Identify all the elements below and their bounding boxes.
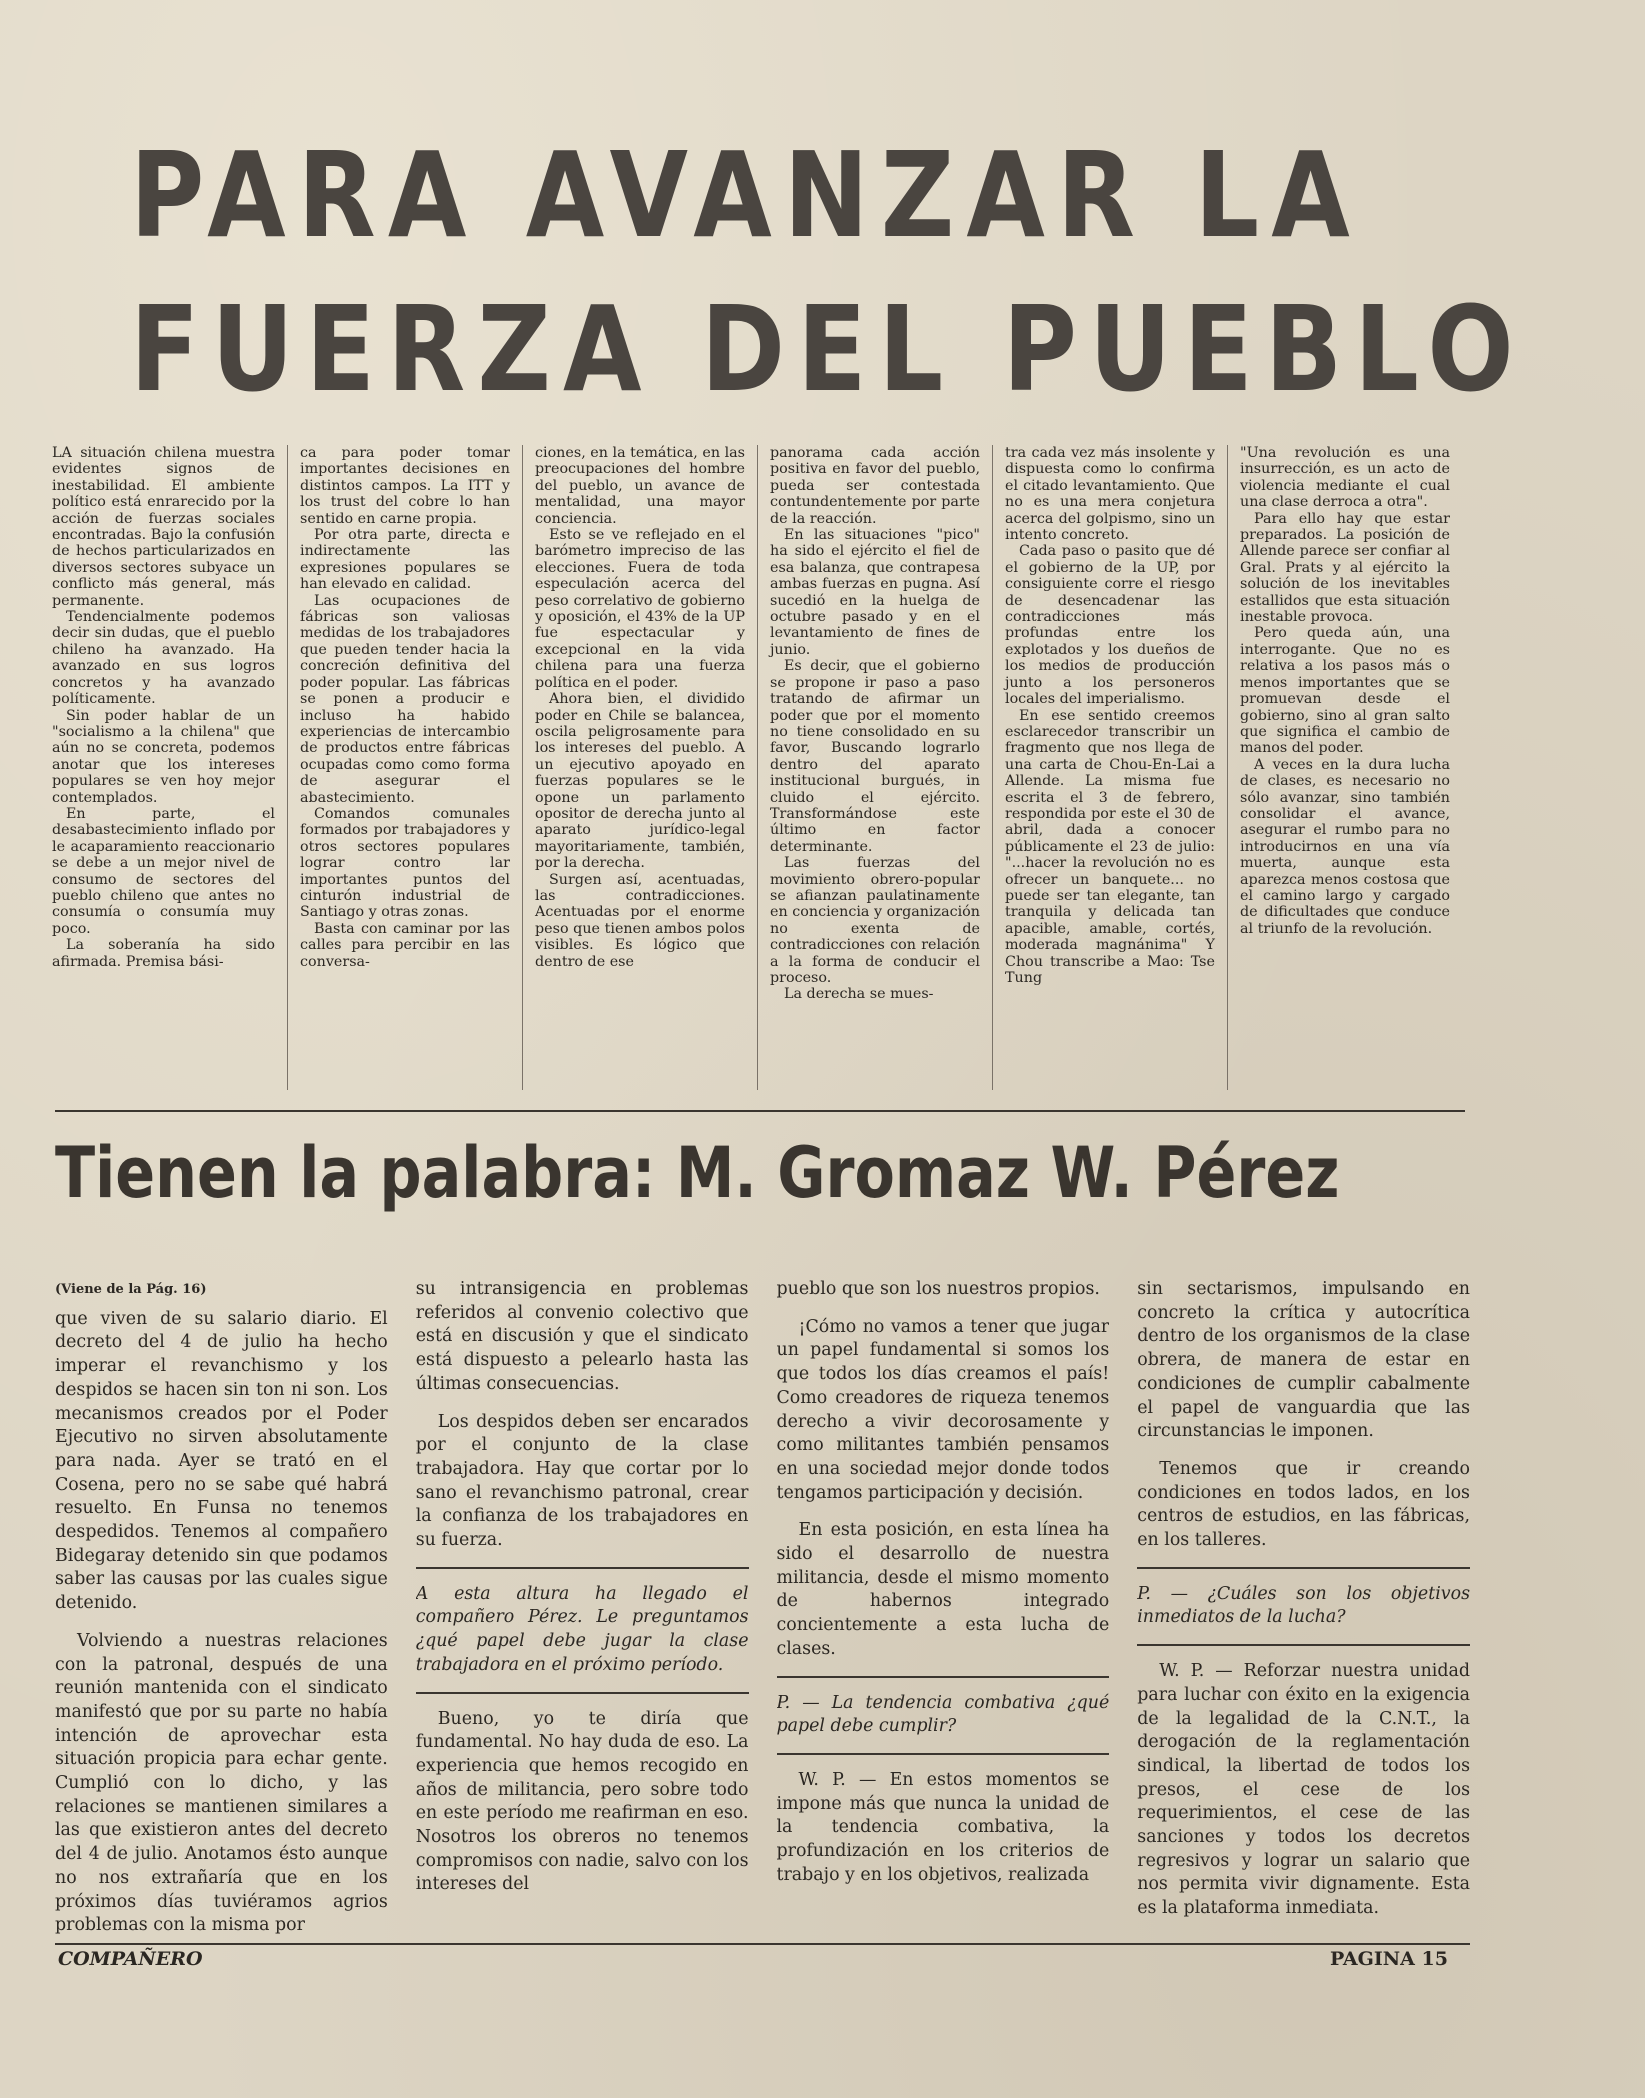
page-number: PAGINA 15 [1330,1948,1448,1970]
footer-divider [55,1943,1470,1945]
paragraph: Tendencialmente podemos decir sin dudas, que el pueblo chileno ha avanzado. Ha avanzado en sus logros concretos y ha avanzado políticamente. [52,609,275,708]
paragraph: La derecha se mues- [784,986,934,1003]
paragraph: En las situaciones "pico" ha sido el ejército el fiel de esa balanza, que contrapesa ambas fuerzas en pugna. Así sucedió en la huelga de octubre pasado y en el levantamiento de fines de junio. [770,527,980,658]
paragraph: ¡Cómo no vamos a tener que jugar un papel fundamental si somos los que todos los días creamos el país! Como creadores de riqueza tenemos derecho a vivir decorosamente y como militantes también pensamos en una sociedad mejor donde todos tengamos participación y decisión. [776,1316,1110,1503]
divider [777,1753,1110,1755]
divider [416,1567,749,1569]
interview-question: A esta altura ha llegado el compañero Pérez. Le preguntamos ¿qué papel debe jugar la clase trabajadora en el próximo período. [415,1583,749,1675]
article1-columns [52,445,1462,1090]
divider [416,1692,749,1694]
paragraph: panorama cada acción positiva en favor del pueblo, pueda ser contestada contundentemente por parte de la reacción. [770,445,980,527]
paragraph: Surgen así, acentuadas, las contradicciones. Acentuadas por el enorme peso que tienen ambos polos visibles. Es lógico que dentro de ese [535,871,745,970]
article1-column-3 [522,445,757,1090]
paragraph: A veces en la dura lucha de clases, es necesario no sólo avanzar, sino también consolidar el avance, asegurar el rumbo para no introducirnos en una vía muerta, aunque esta aparezca menos costosa que el camino largo y cargado de dificultades que conduce al triunfo de la revolución. [1240,756,1450,937]
paragraph: su intransigencia en problemas referidos al convenio colectivo que está en discusión y que el sindicato está dispuesto a pelearlo hasta las últimas consecuencias. [415,1279,749,1394]
paragraph: Cada paso o pasito que dé el gobierno de la UP, por consiguiente corre el riesgo de desencadenar las contradicciones más profundas entre los explotados y los dueños de los medios de producción junto a los personeros locales del imperialismo. [1005,543,1215,708]
interview-question: P. — ¿Cuáles son los objetivos inmediatos de la lucha? [1137,1583,1470,1628]
paragraph: En ese sentido creemos esclarecedor transcribir un fragmento que nos llega de una carta de Chou-En-Lai a Allende. La misma fue escrita el 3 de febrero, respondida por este el 30 de abril, dada a conocer públicamente el 23 de julio: "...hacer la revolución no es ofrecer un banquete... no puede ser tan elegante, tan tranquila y delicada tan apacible, amable, cortés, moderada magnánima" Y Chou transcribe a Mao: Tse Tung [1005,707,1215,986]
paragraph: Es decir, que el gobierno se propone ir paso a paso tratando de afirmar un poder que por el momento no tiene consolidado en su favor, Buscando lograrlo dentro del aparato institucional burgués, in cluido el ejército. Transformándose este último en factor determinante. [770,658,980,855]
paragraph: Comandos comunales formados por trabajadores y otros sectores populares lograr contro lar importantes puntos del cinturón industrial de Santiago y otras zonas. [300,805,510,921]
paragraph: que viven de su salario diario. El decreto del 4 de julio ha hecho imperar el revanchismo y los despidos se hacen sin ton ni son. Los mecanismos creados por el Poder Ejecutivo no sirven absolutamente para nada. Ayer se trató en el Cosena, pero no se sabe qué habrá resuelto. En Funsa no tenemos despedidos. Tenemos al compañero Bidegaray detenido sin que podamos saber las causas por las cuales sigue detenido. [55,1308,388,1614]
article2-columns [55,1278,1470,1938]
paragraph: Sin poder hablar de un "socialismo a la chilena" que aún no se concreta, podemos anotar que los intereses populares se ven hoy mejor contemplados. [52,707,275,806]
article2-column-2 [416,1278,749,1938]
interview-question: P. — La tendencia combativa ¿qué papel debe cumplir? [776,1692,1110,1737]
headline-line-2: FUERZA DEL PUEBLO [130,280,1526,418]
divider [777,1676,1110,1678]
paragraph: Esto se ve reflejado en el barómetro impreciso de las elecciones. Fuera de toda especulación acerca del peso correlativo de gobierno y oposición, el 43% de la UP fue espectacular y excepcional en la vida chilena para una fuerza política en el poder. [535,527,745,691]
paragraph: Los despidos deben ser encarados por el conjunto de la clase trabajadora. Hay que cortar por lo sano el revanchismo patronal, crear la confianza de los trabajadores en su fuerza. [415,1411,749,1551]
paragraph: Las ocupaciones de fábricas son valiosas medidas de los trabajadores que pueden tender hacia la concreción definitiva del poder popular. Las fábricas se ponen a producir e incluso ha habido experiencias de intercambio de productos entre fábricas ocupadas como como forma de asegurar el abastecimiento. [300,592,510,806]
article2-column-1 [55,1278,388,1938]
paragraph: Para ello hay que estar preparados. La posición de Allende parece ser confiar al Gral. Prats y al ejército la solución de los inevitables estallidos que esta situación inestable provoca. [1240,510,1450,626]
article1-column-5 [992,445,1227,1090]
paragraph: "Una revolución es una insurrección, es un acto de violencia mediante el cual una clase derroca a otra". [1240,445,1450,511]
paragraph: LA situación chilena muestra evidentes signos de inestabilidad. El ambiente político está enrarecido por la acción de fuerzas sociales encontradas. Bajo la confusión de hechos particularizados en diversos sectores subyace un conflicto más general, más permanente. [52,445,275,609]
headline-line-1: PARA AVANZAR LA [130,126,1362,264]
divider [1137,1644,1470,1646]
divider [55,1110,1465,1112]
paragraph: En esta posición, en esta línea ha sido el desarrollo de nuestra militancia, desde el mismo momento de habernos integrado concientemente a esta lucha de clases. [776,1520,1110,1659]
paragraph: La soberanía ha sido afirmada. Premisa bási- [52,937,275,970]
continued-note: (Viene de la Pág. 16) [55,1282,207,1297]
publication-name: COMPAÑERO [58,1948,203,1970]
paragraph: Bueno, yo te diría que fundamental. No hay duda de eso. La experiencia que hemos recogido en años de militancia, pero sobre todo en este período me reafirman en eso. Nosotros los obreros no tenemos compromisos con nadie, salvo con los intereses del [415,1708,749,1895]
paragraph: En parte, el desabastecimiento inflado por le acaparamiento reaccionario se debe a un mejor nivel de consumo de sectores del pueblo chileno que antes no consumía o consumía muy poco. [52,805,275,937]
interview-headline: Tienen la palabra: M. Gromaz W. Pérez [55,1132,1340,1214]
article1-column-2 [287,445,522,1090]
article2-column-4 [1137,1278,1470,1938]
article1-column-6 [1227,445,1462,1090]
paragraph: tra cada vez más insolente y dispuesta como lo confirma el citado levantamiento. Que no es una mera conjetura acerca del golpismo, sino un intento concreto. [1005,445,1215,544]
paragraph: ciones, en la temática, en las preocupaciones del hombre del pueblo, un avance de mentalidad, una mayor conciencia. [535,445,746,527]
paragraph: ca para poder tomar importantes decisiones en distintos campos. La ITT y los trust del cobre lo han sentido en carne propia. [300,445,510,527]
main-headline [130,118,1526,426]
paragraph: sin sectarismos, impulsando en concreto la crítica y autocrítica dentro de los organismos de la clase obrera, de manera de estar en condiciones de cumplir cabalmente el papel de vanguardia que las circunstancias le imponen. [1137,1279,1470,1442]
paragraph: Basta con caminar por las calles para percibir en las conversa- [300,920,510,970]
paragraph: pueblo que son los nuestros propios. [776,1279,1100,1299]
article1-column-1 [52,445,287,1090]
paragraph: Por otra parte, directa e indirectamente las expresiones populares se han elevado en calidad. [300,527,510,593]
article2-column-3 [777,1278,1110,1938]
paragraph: Volviendo a nuestras relaciones con la patronal, después de una reunión mantenida con el sindicato manifestó que por su parte no había intención de aprovechar esta situación propicia para echar gente. Cumplió con lo dicho, y las relaciones se mantienen similares a las que existieron antes del decreto del 4 de julio. Anotamos ésto aunque no nos extrañaría que en los próximos días tuviéramos agrios problemas con la misma por [55,1630,388,1936]
paragraph: Ahora bien, el dividido poder en Chile se balancea, oscila peligrosamente para los intereses del pueblo. A un ejecutivo apoyado en fuerzas populares se le opone un parlamento opositor de derecha junto al aparato jurídico-legal mayoritariamente, también, por la derecha. [535,691,745,872]
article1-column-4 [757,445,992,1090]
paragraph: Las fuerzas del movimiento obrero-popular se afianzan paulatinamente en conciencia y organización no exenta de contradicciones con relación a la forma de conducir el proceso. [770,855,980,986]
paragraph: W. P. — En estos momentos se impone más que nunca la unidad de la tendencia combativa, la profundización en los criterios de trabajo y en los objetivos, realizada [776,1769,1110,1885]
paragraph: Tenemos que ir creando condiciones en todos lados, en los centros de estudios, en las fábricas, en los talleres. [1137,1458,1470,1551]
divider [1137,1567,1470,1569]
paragraph: W. P. — Reforzar nuestra unidad para luchar con éxito en la exigencia de la legalidad de la C.N.T., la derogación de la reglamentación sindical, la libertad de todos los presos, el cese de los requerimientos, el cese de las sanciones y todos los decretos regresivos y lograr un salario que nos permita vivir dignamente. Esta es la plataforma inmediata. [1137,1661,1470,1919]
paragraph: Pero queda aún, una interrogante. Que no es relativa a los pasos más o menos importantes que se promuevan desde el gobierno, sino al gran salto que significa el cambio de manos del poder. [1240,625,1450,757]
